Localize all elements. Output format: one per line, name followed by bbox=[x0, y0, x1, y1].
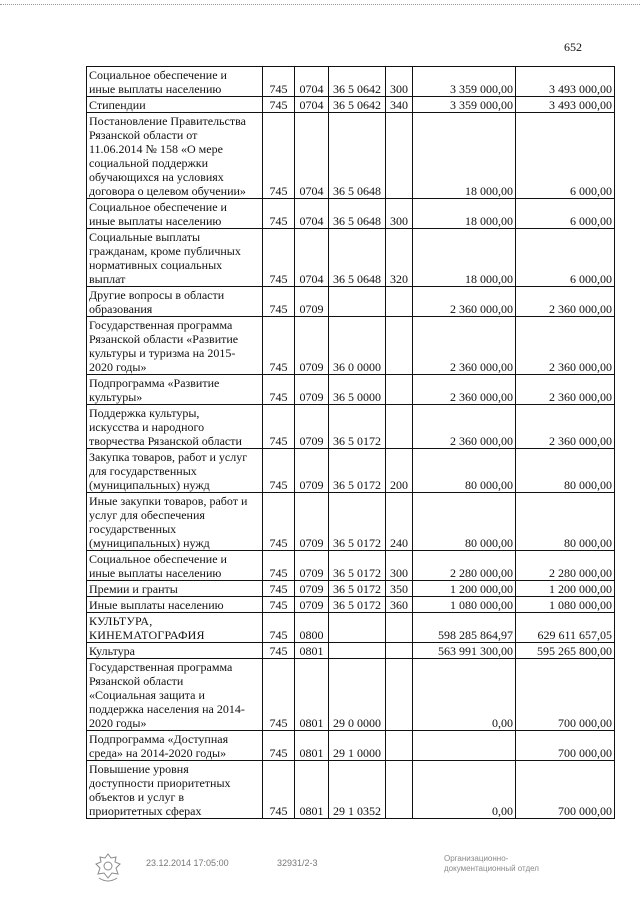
row-section-code-cell: 0800 bbox=[295, 613, 329, 643]
table-row bbox=[87, 643, 615, 659]
row-admin-code-cell: 745 bbox=[263, 287, 295, 317]
row-name-cell: Культура bbox=[87, 643, 263, 659]
table-row bbox=[87, 229, 615, 287]
row-section-code-cell: 0704 bbox=[295, 67, 329, 97]
page-number: 652 bbox=[564, 40, 582, 54]
row-amount-2015-cell: 18 000,00 bbox=[413, 229, 516, 287]
row-amount-2015-cell: 18 000,00 bbox=[413, 113, 516, 199]
row-target-code-cell: 29 0 0000 bbox=[329, 659, 386, 731]
row-target-code-cell: 29 1 0000 bbox=[329, 731, 386, 761]
row-target-code-cell bbox=[329, 643, 386, 659]
row-section-code-cell: 0709 bbox=[295, 493, 329, 551]
row-amount-2015-cell: 2 280 000,00 bbox=[413, 551, 516, 581]
table-row bbox=[87, 317, 615, 375]
row-admin-code-cell: 745 bbox=[263, 659, 295, 731]
row-amount-2016-cell: 6 000,00 bbox=[516, 229, 615, 287]
row-target-code-cell: 36 5 0648 bbox=[329, 113, 386, 199]
row-amount-2015-cell: 1 200 000,00 bbox=[413, 581, 516, 597]
row-amount-2015-cell: 18 000,00 bbox=[413, 199, 516, 229]
row-admin-code-cell: 745 bbox=[263, 449, 295, 493]
row-admin-code-cell: 745 bbox=[263, 613, 295, 643]
row-amount-2015-cell: 2 360 000,00 bbox=[413, 287, 516, 317]
row-expense-kind-cell: 200 bbox=[386, 449, 413, 493]
row-name-cell: Постановление Правительства Рязанской области от 11.06.2014 № 158 «О мере социальной поддержки обучающихся на условиях договора о целевом обучении» bbox=[87, 113, 263, 199]
row-expense-kind-cell bbox=[386, 761, 413, 819]
table-row bbox=[87, 449, 615, 493]
row-expense-kind-cell bbox=[386, 731, 413, 761]
row-target-code-cell: 36 5 0172 bbox=[329, 597, 386, 613]
row-target-code-cell: 36 5 0642 bbox=[329, 97, 386, 113]
row-amount-2015-cell: 0,00 bbox=[413, 761, 516, 819]
row-name-cell: Иные закупки товаров, работ и услуг для обеспечения государственных (муниципальных) нужд bbox=[87, 493, 263, 551]
footer-org-text: Организационно- документационный отдел bbox=[444, 854, 539, 873]
row-expense-kind-cell bbox=[386, 613, 413, 643]
row-expense-kind-cell: 350 bbox=[386, 581, 413, 597]
row-amount-2016-cell: 629 611 657,05 bbox=[516, 613, 615, 643]
footer-doc-number: 32931/2-3 bbox=[277, 858, 318, 868]
table-row bbox=[87, 97, 615, 113]
coat-of-arms-stamp-icon bbox=[90, 852, 126, 886]
row-name-cell: Повышение уровня доступности приоритетных объектов и услуг в приоритетных сферах bbox=[87, 761, 263, 819]
row-admin-code-cell: 745 bbox=[263, 67, 295, 97]
row-expense-kind-cell bbox=[386, 375, 413, 405]
row-name-cell: Социальное обеспечение и иные выплаты населению bbox=[87, 551, 263, 581]
row-target-code-cell: 36 5 0642 bbox=[329, 67, 386, 97]
row-expense-kind-cell bbox=[386, 287, 413, 317]
row-target-code-cell: 29 1 0352 bbox=[329, 761, 386, 819]
row-admin-code-cell: 745 bbox=[263, 761, 295, 819]
row-name-cell: Подпрограмма «Доступная среда» на 2014-2020 годы» bbox=[87, 731, 263, 761]
row-amount-2016-cell: 2 360 000,00 bbox=[516, 375, 615, 405]
row-expense-kind-cell bbox=[386, 643, 413, 659]
row-expense-kind-cell: 300 bbox=[386, 551, 413, 581]
row-admin-code-cell: 745 bbox=[263, 97, 295, 113]
footer-datetime: 23.12.2014 17:05:00 bbox=[146, 858, 229, 868]
row-expense-kind-cell bbox=[386, 317, 413, 375]
row-section-code-cell: 0704 bbox=[295, 97, 329, 113]
table-row bbox=[87, 597, 615, 613]
row-admin-code-cell: 745 bbox=[263, 551, 295, 581]
row-amount-2015-cell bbox=[413, 731, 516, 761]
scan-edge-line bbox=[0, 4, 640, 8]
row-expense-kind-cell: 320 bbox=[386, 229, 413, 287]
row-target-code-cell: 36 5 0172 bbox=[329, 405, 386, 449]
row-amount-2016-cell: 6 000,00 bbox=[516, 113, 615, 199]
row-amount-2016-cell: 2 280 000,00 bbox=[516, 551, 615, 581]
row-amount-2015-cell: 3 359 000,00 bbox=[413, 67, 516, 97]
row-amount-2016-cell: 700 000,00 bbox=[516, 761, 615, 819]
row-amount-2015-cell: 2 360 000,00 bbox=[413, 375, 516, 405]
row-target-code-cell: 36 5 0172 bbox=[329, 551, 386, 581]
row-admin-code-cell: 745 bbox=[263, 581, 295, 597]
row-name-cell: Государственная программа Рязанской области «Развитие культуры и туризма на 2015- 2020 годы» bbox=[87, 317, 263, 375]
row-target-code-cell: 36 0 0000 bbox=[329, 317, 386, 375]
row-section-code-cell: 0709 bbox=[295, 405, 329, 449]
table-row bbox=[87, 199, 615, 229]
page-footer bbox=[0, 852, 640, 892]
row-name-cell: Премии и гранты bbox=[87, 581, 263, 597]
row-expense-kind-cell: 300 bbox=[386, 199, 413, 229]
row-amount-2016-cell: 6 000,00 bbox=[516, 199, 615, 229]
row-expense-kind-cell: 340 bbox=[386, 97, 413, 113]
table-row bbox=[87, 113, 615, 199]
budget-table bbox=[86, 66, 615, 819]
row-name-cell: Подпрограмма «Развитие культуры» bbox=[87, 375, 263, 405]
row-section-code-cell: 0704 bbox=[295, 199, 329, 229]
row-section-code-cell: 0709 bbox=[295, 317, 329, 375]
row-name-cell: КУЛЬТУРА, КИНЕМАТОГРАФИЯ bbox=[87, 613, 263, 643]
row-section-code-cell: 0709 bbox=[295, 597, 329, 613]
row-section-code-cell: 0709 bbox=[295, 449, 329, 493]
table-row bbox=[87, 581, 615, 597]
row-amount-2016-cell: 595 265 800,00 bbox=[516, 643, 615, 659]
row-target-code-cell: 36 5 0172 bbox=[329, 493, 386, 551]
row-amount-2015-cell: 3 359 000,00 bbox=[413, 97, 516, 113]
row-amount-2015-cell: 2 360 000,00 bbox=[413, 405, 516, 449]
row-section-code-cell: 0801 bbox=[295, 761, 329, 819]
row-target-code-cell: 36 5 0172 bbox=[329, 449, 386, 493]
row-admin-code-cell: 745 bbox=[263, 493, 295, 551]
row-name-cell: Стипендии bbox=[87, 97, 263, 113]
row-admin-code-cell: 745 bbox=[263, 731, 295, 761]
row-target-code-cell: 36 5 0648 bbox=[329, 199, 386, 229]
table-row bbox=[87, 659, 615, 731]
row-expense-kind-cell bbox=[386, 659, 413, 731]
row-amount-2016-cell: 3 493 000,00 bbox=[516, 97, 615, 113]
row-amount-2015-cell: 0,00 bbox=[413, 659, 516, 731]
row-target-code-cell: 36 5 0000 bbox=[329, 375, 386, 405]
row-amount-2015-cell: 563 991 300,00 bbox=[413, 643, 516, 659]
row-expense-kind-cell: 360 bbox=[386, 597, 413, 613]
row-amount-2015-cell: 80 000,00 bbox=[413, 449, 516, 493]
row-amount-2016-cell: 3 493 000,00 bbox=[516, 67, 615, 97]
row-target-code-cell bbox=[329, 613, 386, 643]
row-name-cell: Другие вопросы в области образования bbox=[87, 287, 263, 317]
row-name-cell: Иные выплаты населению bbox=[87, 597, 263, 613]
row-expense-kind-cell bbox=[386, 405, 413, 449]
row-name-cell: Государственная программа Рязанской области «Социальная защита и поддержка населения на 2014- 2020 годы» bbox=[87, 659, 263, 731]
table-row bbox=[87, 67, 615, 97]
row-amount-2015-cell: 598 285 864,97 bbox=[413, 613, 516, 643]
row-amount-2015-cell: 2 360 000,00 bbox=[413, 317, 516, 375]
row-amount-2016-cell: 80 000,00 bbox=[516, 493, 615, 551]
row-section-code-cell: 0801 bbox=[295, 659, 329, 731]
row-section-code-cell: 0709 bbox=[295, 287, 329, 317]
row-amount-2015-cell: 80 000,00 bbox=[413, 493, 516, 551]
row-expense-kind-cell: 300 bbox=[386, 67, 413, 97]
row-section-code-cell: 0709 bbox=[295, 581, 329, 597]
row-target-code-cell bbox=[329, 287, 386, 317]
row-name-cell: Закупка товаров, работ и услуг для государственных (муниципальных) нужд bbox=[87, 449, 263, 493]
row-target-code-cell: 36 5 0648 bbox=[329, 229, 386, 287]
row-admin-code-cell: 745 bbox=[263, 199, 295, 229]
row-amount-2016-cell: 2 360 000,00 bbox=[516, 405, 615, 449]
row-name-cell: Социальные выплаты гражданам, кроме публичных нормативных социальных выплат bbox=[87, 229, 263, 287]
table-row bbox=[87, 551, 615, 581]
row-amount-2016-cell: 700 000,00 bbox=[516, 731, 615, 761]
row-admin-code-cell: 745 bbox=[263, 317, 295, 375]
row-admin-code-cell: 745 bbox=[263, 405, 295, 449]
row-section-code-cell: 0704 bbox=[295, 229, 329, 287]
row-section-code-cell: 0709 bbox=[295, 375, 329, 405]
row-section-code-cell: 0801 bbox=[295, 643, 329, 659]
row-amount-2016-cell: 2 360 000,00 bbox=[516, 317, 615, 375]
row-section-code-cell: 0704 bbox=[295, 113, 329, 199]
row-amount-2016-cell: 700 000,00 bbox=[516, 659, 615, 731]
row-admin-code-cell: 745 bbox=[263, 375, 295, 405]
row-amount-2016-cell: 80 000,00 bbox=[516, 449, 615, 493]
row-admin-code-cell: 745 bbox=[263, 229, 295, 287]
table-row bbox=[87, 761, 615, 819]
row-amount-2016-cell: 1 200 000,00 bbox=[516, 581, 615, 597]
table-row bbox=[87, 405, 615, 449]
row-target-code-cell: 36 5 0172 bbox=[329, 581, 386, 597]
row-amount-2016-cell: 1 080 000,00 bbox=[516, 597, 615, 613]
row-name-cell: Социальное обеспечение и иные выплаты населению bbox=[87, 67, 263, 97]
row-amount-2016-cell: 2 360 000,00 bbox=[516, 287, 615, 317]
row-name-cell: Социальное обеспечение и иные выплаты населению bbox=[87, 199, 263, 229]
table-row bbox=[87, 613, 615, 643]
row-admin-code-cell: 745 bbox=[263, 597, 295, 613]
row-section-code-cell: 0801 bbox=[295, 731, 329, 761]
row-expense-kind-cell: 240 bbox=[386, 493, 413, 551]
table-row bbox=[87, 493, 615, 551]
row-admin-code-cell: 745 bbox=[263, 643, 295, 659]
row-expense-kind-cell bbox=[386, 113, 413, 199]
row-section-code-cell: 0709 bbox=[295, 551, 329, 581]
row-name-cell: Поддержка культуры, искусства и народного творчества Рязанской области bbox=[87, 405, 263, 449]
row-admin-code-cell: 745 bbox=[263, 113, 295, 199]
budget-table-body bbox=[87, 67, 615, 819]
row-amount-2015-cell: 1 080 000,00 bbox=[413, 597, 516, 613]
table-row bbox=[87, 731, 615, 761]
table-row bbox=[87, 375, 615, 405]
table-row bbox=[87, 287, 615, 317]
